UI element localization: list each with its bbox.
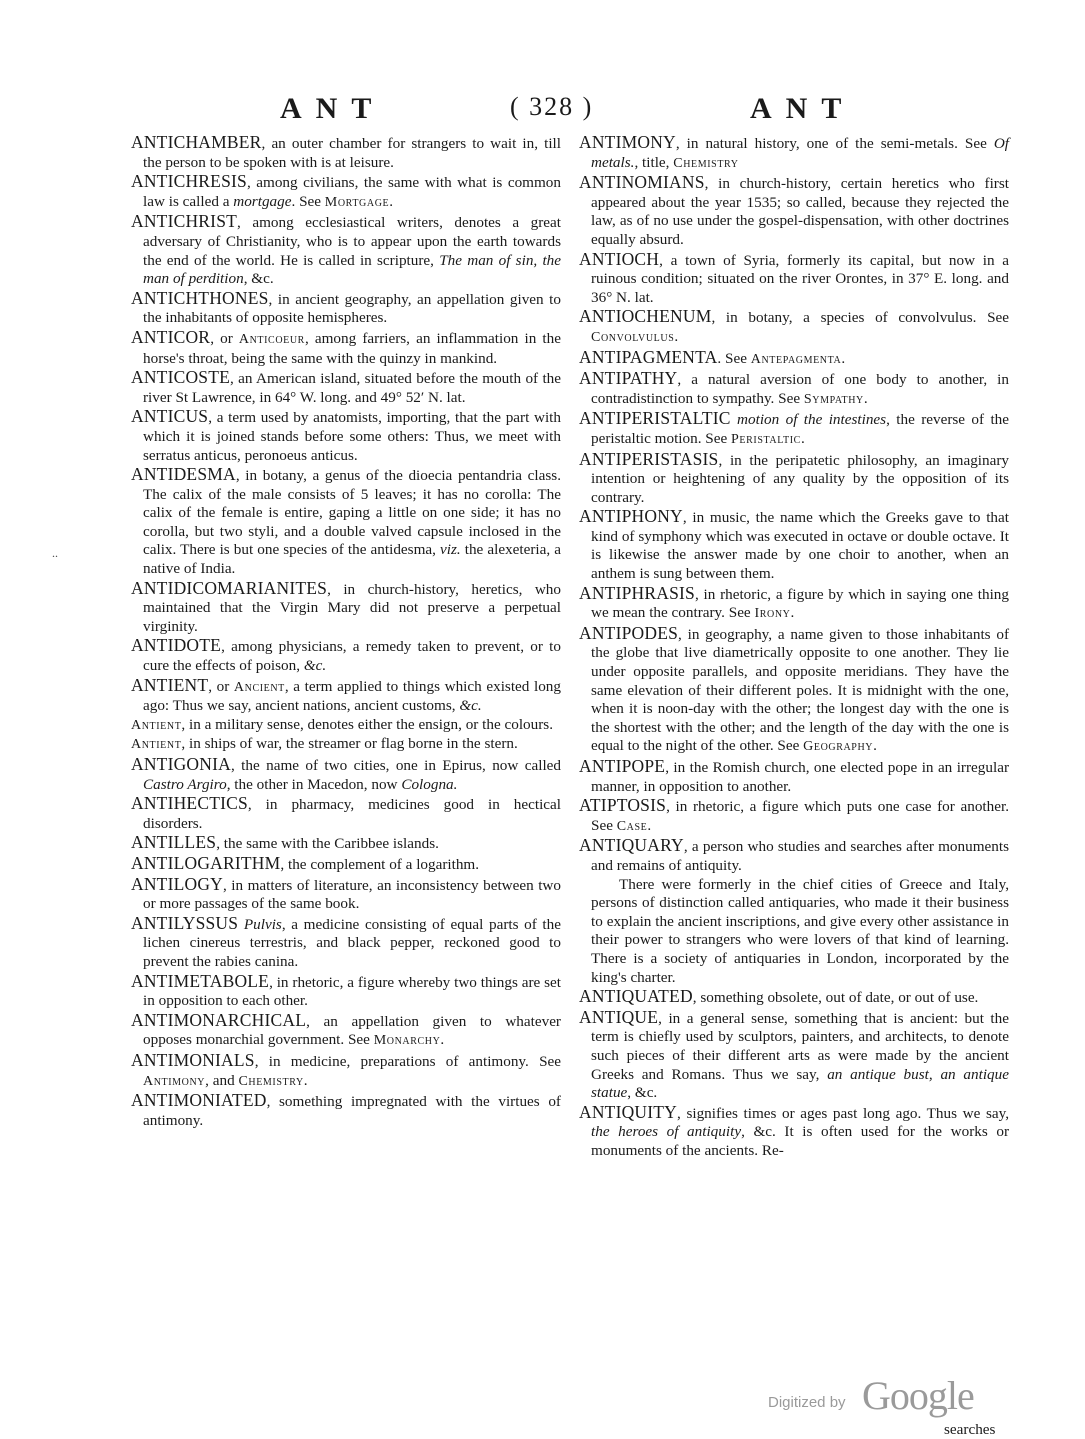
entry-italic: Of metals. — [591, 135, 1009, 171]
cross-reference: Peristaltic — [731, 431, 801, 447]
dictionary-entry — [579, 757, 1009, 796]
entry-italic: Castro Argiro — [143, 775, 227, 793]
entry-text: the alexeteria, a native of India. — [143, 541, 561, 578]
entry-headword: ANTIQUITY — [579, 1101, 678, 1122]
entry-headword: ANTINOMIANS — [579, 172, 705, 193]
entry-headword: ANTICHRIST — [131, 211, 238, 232]
cross-reference: Case — [616, 818, 648, 834]
entry-text: , in a military sense, denotes either the ensign, or the colours. — [181, 715, 553, 733]
entry-headword: ANTIPATHY — [579, 368, 678, 389]
header-left: ANT — [280, 92, 386, 125]
entry-headword: ANTIPERISTALTIC — [579, 408, 731, 429]
entry-text: , in matters of literature, an inconsistency between two or more passages of the same book. — [143, 876, 561, 913]
entry-text: , or — [208, 677, 234, 695]
catchword: searches — [944, 1421, 996, 1438]
dictionary-entry — [131, 579, 561, 637]
entry-text: , in the Romish church, one elected pope in an irregular manner, in opposition to another. — [591, 759, 1009, 795]
entry-text: , &c. It is often used for the works or monuments of the ancients. Re- — [591, 1123, 1009, 1159]
dictionary-entry — [131, 212, 561, 288]
entry-text: , a town of Syria, formerly its capital, but now in a ruinous condition; situated on the river Orontes, in 37° E. long. and 36° N. lat. — [591, 251, 1009, 306]
dictionary-entry — [579, 369, 1009, 409]
entry-text: , the same with the Caribbee islands. — [216, 835, 439, 853]
entry-headword: ANTILLES — [131, 832, 217, 853]
entry-headword: ANTIGONIA — [131, 754, 231, 774]
page-number: ( 328 ) — [510, 92, 594, 121]
dictionary-entry — [579, 173, 1009, 249]
entry-text: . See — [291, 192, 325, 210]
entry-text: , a term applied to things which existed long ago: Thus we say, ancient nations, ancient customs, — [143, 677, 561, 715]
entry-headword: ANTIMONIATED — [131, 1090, 267, 1111]
dictionary-entry — [131, 1091, 561, 1130]
cross-reference: Monarchy — [373, 1033, 441, 1049]
watermark-text: Digitized by — [768, 1394, 846, 1411]
entry-headword: ANTIDOTE — [131, 635, 222, 656]
dictionary-entry — [131, 875, 561, 914]
cross-reference: Sympathy — [803, 391, 864, 407]
dictionary-entry — [131, 172, 561, 212]
cross-reference: Irony — [754, 606, 791, 622]
entry-text: , in church-history, heretics, who maintained that the Virgin Mary did not preserve a perpetual virginity. — [143, 580, 561, 635]
entry-italic: &c. — [303, 657, 327, 675]
cross-reference: Geography — [803, 739, 874, 755]
entry-headword: ATIPTOSIS — [579, 795, 667, 816]
dictionary-entry — [131, 854, 561, 875]
entry-headword: ANTICHAMBER — [131, 132, 262, 152]
entry-text: , in rhetoric, a figure by which in saying one thing we mean the contrary. See — [591, 585, 1009, 622]
right-column — [579, 133, 1009, 1160]
entry-headword: ANTIQUE — [579, 1006, 659, 1027]
entry-headword: ANTIQUATED — [579, 986, 693, 1007]
entry-text: . — [647, 816, 652, 834]
entry-text: , in rhetoric, a figure which puts one case for another. See — [591, 798, 1009, 834]
cross-reference: Antimony — [143, 1073, 206, 1089]
dictionary-entry — [131, 368, 561, 407]
entry-text: . See — [717, 349, 751, 367]
cross-reference: Antepagmenta — [750, 351, 842, 367]
entry-text: . — [841, 349, 846, 367]
entry-headword: Antient — [131, 737, 182, 753]
entry-text: , among farriers, an inflammation in the horse's throat, being the same with the quinzy in mankind. — [143, 329, 561, 367]
entry-headword: ANTIDICOMARIANITES — [131, 577, 328, 598]
entry-headword: ANTICHTHONES — [131, 287, 269, 308]
entry-italic: &c. — [459, 697, 482, 715]
entry-headword: ANTIPAGMENTA — [579, 346, 718, 367]
entry-headword: ANTIDESMA — [131, 464, 236, 485]
entry-text: , in botany, a species of convolvulus. See — [711, 309, 1009, 327]
dictionary-entry — [131, 133, 561, 172]
entry-headword: ANTIPODES — [579, 622, 679, 643]
entry-text: , signifies times or ages past long ago. Thus we say, — [677, 1104, 1009, 1122]
header-right: ANT — [750, 92, 856, 125]
dictionary-entry — [579, 796, 1009, 836]
entry-headword: ANTIOCHENUM — [579, 306, 712, 327]
entry-text: , something impregnated with the virtues of antimony. — [143, 1093, 561, 1129]
dictionary-entry — [131, 289, 561, 328]
entry-text: . — [863, 389, 868, 407]
dictionary-entry — [131, 1011, 561, 1051]
entry-text: , in geography, a name given to those inhabitants of the globe that live diametrically opposite to one another. They lie under opposite parallels, and opposite meridians. They have the same elevation of their different poles. It is midnight with the one, when it is noon-day with the other; the longest day with the one is the shortest with the other; and the length of the day with the one is equal to the night of the other. See — [591, 625, 1009, 755]
entry-text: . — [800, 429, 805, 447]
dictionary-entry — [579, 987, 1009, 1008]
google-watermark — [768, 1372, 1008, 1422]
entry-text: , a natural aversion of one body to another, in contradistinction to sympathy. See — [591, 371, 1009, 407]
entry-text: , in natural history, one of the semi-metals. See — [675, 135, 994, 152]
entry-text: , or — [210, 329, 239, 347]
cross-reference: Chemistry — [673, 155, 739, 171]
entry-headword: Antient — [131, 717, 182, 733]
entry-text: , title, — [634, 153, 674, 171]
entry-text: , a term used by anatomists, importing, that the part with which it is joined stands before some others: Thus, we meet with serratus anticus, peronoeus anticus. — [143, 409, 561, 464]
entry-headword: ANTIMONIALS — [131, 1049, 255, 1070]
entry-headword: ANTICUS — [131, 406, 209, 427]
entry-text: , in pharmacy, medicines good in hectical disorders. — [143, 796, 561, 832]
dictionary-entry — [131, 972, 561, 1011]
entry-text: . — [873, 737, 877, 755]
entry-text: , and — [205, 1071, 239, 1089]
cross-reference: Convolvulus — [591, 329, 675, 345]
dictionary-entry — [579, 584, 1009, 624]
entry-headword: ANTIHECTICS — [131, 793, 248, 814]
cross-reference: Chemistry — [238, 1073, 304, 1089]
entry-text: , the other in Macedon, now — [226, 775, 402, 793]
entry-text: , the complement of a logarithm. — [280, 855, 480, 873]
dictionary-entry — [579, 133, 1009, 173]
entry-text: , a medicine consisting of equal parts of the lichen cinereus terrestris, and black pepper, reckoned good to prevent the rabies canina. — [143, 915, 561, 970]
dictionary-entry — [579, 1008, 1009, 1103]
entry-headword: ANTIPHONY — [579, 506, 683, 527]
dictionary-entry — [131, 636, 561, 675]
dictionary-entry — [131, 914, 561, 972]
entry-headword: ANTIMETABOLE — [131, 970, 270, 991]
dictionary-entry — [131, 328, 561, 368]
entry-text: , the name of two cities, one in Epirus, now called — [230, 757, 561, 774]
entry-italic: an antique bust, an antique statue — [591, 1065, 1009, 1102]
entry-text: , an appellation given to whatever opposes monarchial government. See — [143, 1012, 561, 1049]
dictionary-entry — [579, 250, 1009, 308]
dictionary-entry — [579, 348, 1009, 370]
entry-italic: Pulvis — [243, 915, 282, 933]
running-header — [130, 92, 1010, 130]
dictionary-entry — [131, 1051, 561, 1091]
dictionary-entry — [579, 1103, 1009, 1161]
entry-headword: ANTIMONY — [579, 132, 676, 152]
entry-italic: the heroes of antiquity — [591, 1123, 742, 1141]
dictionary-entry — [131, 794, 561, 833]
entry-headword: ANTILYSSUS — [131, 912, 239, 933]
dictionary-entry — [131, 755, 561, 794]
entry-headword: ANTICOR — [131, 326, 211, 347]
entry-text: , in medicine, preparations of antimony. See — [254, 1052, 561, 1070]
entry-text: , in music, the name which the Greeks gave to that kind of symphony which was executed in octave or double octave. It is likewise the answer made by one choir to another, when an anthem is sung between them. — [591, 509, 1009, 583]
cross-reference: Ancient — [233, 679, 285, 695]
entry-text: , an outer chamber for strangers to wait in, till the person to be spoken with is at leisure. — [143, 135, 561, 171]
dictionary-entry — [131, 407, 561, 465]
entry-headword: ANTIPHRASIS — [579, 582, 695, 603]
entry-text: , something obsolete, out of date, or out of use. — [692, 989, 979, 1007]
entry-text: , among ecclesiastical writers, denotes a great adversary of Christianity, who is to appear upon the earth towards the end of the world. He is called in scripture, — [143, 214, 561, 269]
left-column — [131, 133, 561, 1130]
entry-headword: ANTIQUARY — [579, 835, 684, 856]
entry-headword: ANTIOCH — [579, 248, 660, 269]
entry-italic: motion of the intestines — [737, 411, 887, 429]
dictionary-entry — [131, 716, 561, 736]
entry-text: . — [389, 192, 394, 210]
cross-reference: Anticoeur — [238, 331, 305, 347]
dictionary-entry — [579, 836, 1009, 875]
entry-text: . — [303, 1071, 308, 1089]
entry-text: , among physicians, a remedy taken to prevent, or to cure the effects of poison, — [143, 638, 561, 675]
entry-italic: The man of sin, the man of perdition — [143, 251, 562, 288]
entry-text: , &c. — [243, 270, 274, 288]
entry-headword: ANTIPOPE — [579, 756, 666, 776]
entry-text: , in ships of war, the streamer or flag borne in the stern. — [181, 735, 518, 753]
entry-text: , in botany, a genus of the dioecia pentandria class. The calix of the male consists of 5 leaves; it has no corolla: The calix of the female is entire, gaping a little on one side; it has no corolla, but two styli, and a double valved capsule inclosed in the calix. There is but one species of the antidesma, — [143, 467, 561, 559]
entry-headword: ANTICHRESIS — [131, 171, 247, 192]
entry-italic: mortgage — [233, 192, 292, 210]
dictionary-entry — [579, 876, 1009, 988]
entry-text: , &c. — [627, 1084, 658, 1102]
entry-headword: ANTILOGY — [131, 873, 223, 894]
entry-text: , in ancient geography, an appellation given to the inhabitants of opposite hemispheres. — [143, 290, 561, 327]
dictionary-entry — [579, 409, 1009, 449]
cross-reference: Mortgage — [324, 194, 390, 210]
dictionary-entry — [579, 307, 1009, 347]
entry-text: . — [440, 1031, 445, 1049]
entry-text: . — [790, 604, 795, 622]
dictionary-entry — [131, 735, 561, 755]
entry-italic: viz. — [440, 541, 461, 559]
entry-headword: ANTIPERISTASIS — [579, 448, 719, 469]
entry-text: . — [674, 327, 679, 345]
entry-text: , a person who studies and searches after monuments and remains of antiquity. — [591, 838, 1009, 874]
dictionary-entry — [579, 507, 1009, 583]
entry-text: , in church-history, certain heretics who first appeared about the year 1535; so called, because they rejected the law, as of no use under the gospel-dispensation, with other doctrines equally absurd. — [591, 175, 1009, 248]
entry-text: , in rhetoric, a figure whereby two things are set in opposition to each other. — [143, 973, 561, 1010]
dictionary-entry — [131, 465, 561, 579]
entry-headword: ANTILOGARITHM — [131, 852, 281, 873]
dictionary-entry — [131, 676, 561, 716]
entry-text: , an American island, situated before the mouth of the river St Lawrence, in 64° W. long. and 49° 52′ N. lat. — [143, 370, 561, 406]
entry-text: , among civilians, the same with what is common law is called a — [143, 174, 561, 210]
entry-text: , the reverse of the peristaltic motion. See — [591, 411, 1009, 447]
dictionary-entry — [131, 833, 561, 854]
entry-headword: ANTIENT — [131, 674, 209, 695]
google-logo: Google — [862, 1373, 974, 1418]
dictionary-entry — [579, 450, 1009, 508]
margin-mark: .. — [52, 546, 58, 560]
entry-text: , in a general sense, something that is ancient: but the term is chiefly used by sculptors, painters, and architects, to denote such pieces of their different arts as were made by the ancient Greeks and Romans. Thus we say, — [591, 1009, 1009, 1083]
entry-italic: Cologna. — [401, 775, 458, 793]
dictionary-entry — [579, 624, 1009, 757]
entry-headword: ANTICOSTE — [131, 367, 231, 388]
entry-paragraph: There were formerly in the chief cities of Greece and Italy, persons of distinction called antiquaries, who made it their business to explain the ancient inscriptions, and give every other assistance in their power to strangers who were lovers of that kind of learning. There is a society of antiquaries in London, incorporated by the king's charter. — [591, 875, 1009, 986]
entry-text: , in the peripatetic philosophy, an imaginary intention or heightening of any quality by the opposition of its contrary. — [591, 451, 1009, 506]
entry-headword: ANTIMONARCHICAL — [131, 1009, 307, 1030]
